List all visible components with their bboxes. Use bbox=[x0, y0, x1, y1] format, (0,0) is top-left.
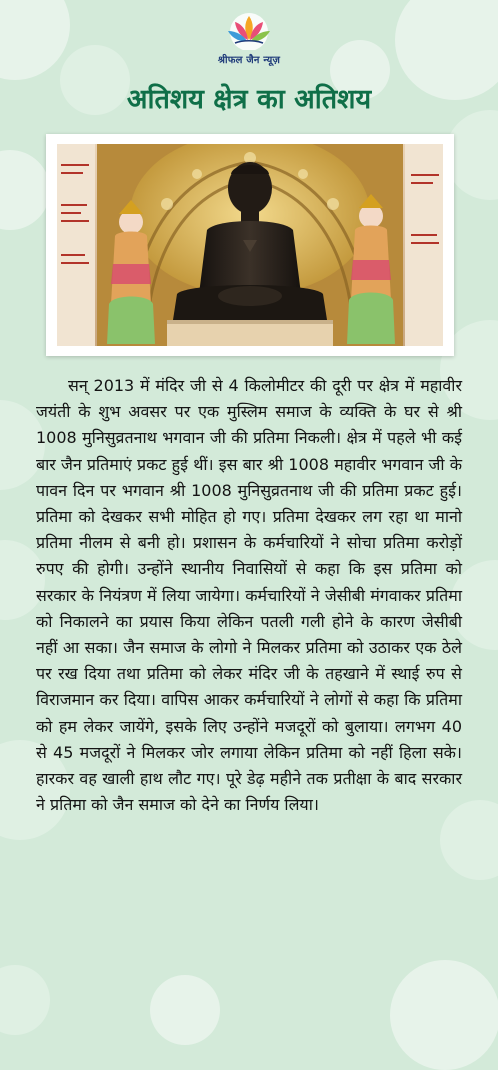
article-title: अतिशय क्षेत्र का अतिशय bbox=[126, 84, 372, 115]
background-bokeh-circle bbox=[0, 0, 70, 80]
photo-frame bbox=[46, 134, 454, 356]
background-bokeh-circle bbox=[0, 150, 50, 230]
background-bokeh-circle bbox=[390, 960, 498, 1070]
brand-logo bbox=[199, 10, 299, 72]
background-bokeh-circle bbox=[0, 965, 50, 1035]
lotus-logo-icon bbox=[221, 10, 277, 50]
article-body: सन् 2013 में मंदिर जी से 4 किलोमीटर की दूरी पर क्षेत्र में महावीर जयंती के शुभ अवसर पर एक मुस्लिम समाज के व्यक्ति के घर से श्री 1008 मुनिसुव्रतनाथ भगवान जी की प्रतिमा निकली। क्षेत्र में पहले भी कई बार जैन प्रतिमाएं प्रकट हुई थीं। इस बार श्री 1008 महावीर भगवान जी के पावन दिन पर भगवान श्री 1008 मुनिसुव्रतनाथ जी की प्रतिमा प्रकट हुई। प्रतिमा को देखकर सभी मोहित हो गए। प्रतिमा देखकर लग रहा था मानो प्रतिमा नीलम से बनी हो। प्रशासन के कर्मचारियों ने सोचा प्रतिमा करोड़ों रुपए की होगी। उन्होंने स्थानीय निवासियों से कहा कि इस प्रतिमा को सरकार के नियंत्रण में लिया जायेगा। कर्मचारियों ने जेसीबी मंगवाकर प्रतिमा को निकालने का प्रयास किया लेकिन पतली गली होने के कारण जेसीबी नहीं आ सका। जैन समाज के लोगो ने मिलकर प्रतिमा को उठाकर एक ठेले पर रख दिया तथा प्रतिमा को लेकर मंदिर जी के तहखाने में स्थाई रुप से विराजमान कर दिया। वापिस आकर कर्मचारियों ने लोगों से कहा कि प्रतिमा को हम लेकर जायेंगे, इसके लिए उन्होंने मजदूरों को बुलाया। लगभग 40 से 45 मजदूरों ने मिलकर जोर लगाया लेकिन प्रतिमा को नहीं हिला सके। हारकर वह खाली हाथ लौट गए। पूरे डेढ़ महीने तक प्रतीक्षा के बाद सरकार ने प्रतिमा को जैन समाज को देने का निर्णय लिया। bbox=[36, 376, 462, 815]
brand-name: श्रीफल जैन न्यूज़ bbox=[217, 55, 281, 66]
jain-tirthankar-idol-photo-icon bbox=[57, 144, 443, 346]
background-bokeh-circle bbox=[150, 975, 220, 1045]
